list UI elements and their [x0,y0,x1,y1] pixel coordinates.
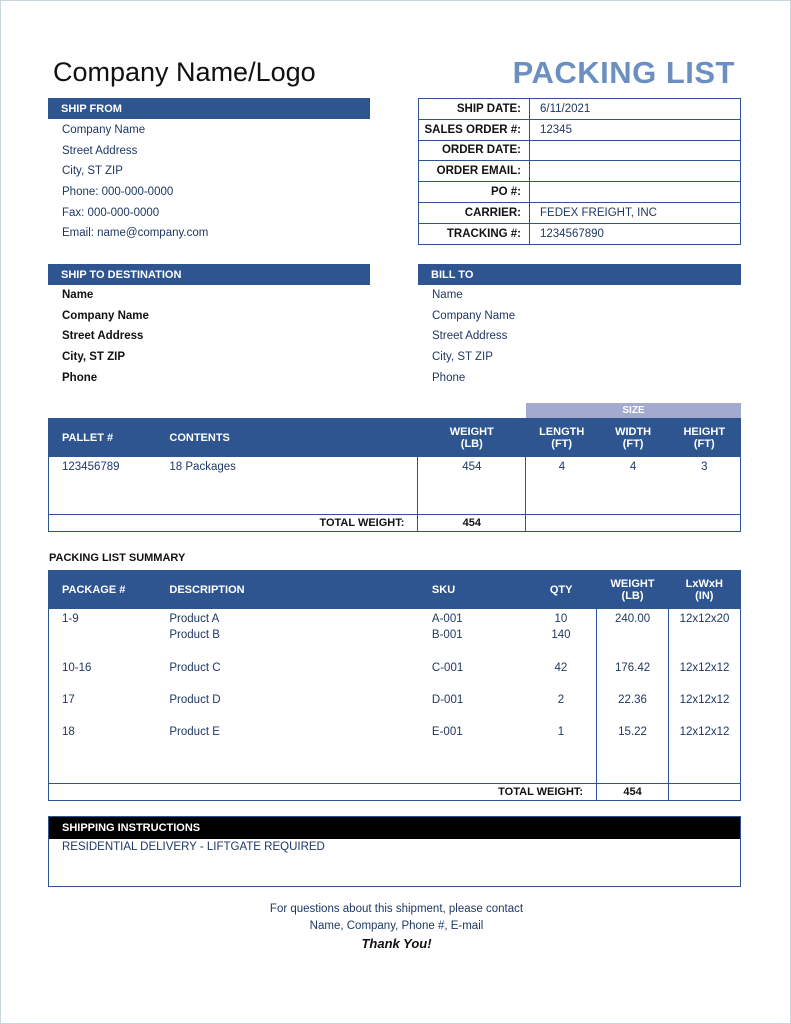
pallet-total-row [49,515,741,532]
po-label: PO #: [419,182,530,203]
sales-order-label: SALES ORDER #: [419,119,530,140]
ship-from-line: Street Address [62,144,138,157]
ship-from-block [62,120,208,244]
height-col-unit: (FT) [693,437,715,450]
pallet-header-row [49,419,741,457]
order-info-row [419,161,741,182]
sku-column [418,609,526,784]
order-info-table [418,98,741,245]
order-info-row [419,182,741,203]
po-value [530,182,741,203]
package-dims: 12x12x12 [679,725,730,738]
sales-order-value: 12345 [530,119,741,140]
contents-col-header: CONTENTS [155,419,418,457]
order-info-row [419,140,741,161]
item-description: Product B [169,628,220,641]
ship-to-header: SHIP TO DESTINATION [48,264,370,285]
item-qty: 42 [554,661,568,674]
item-sku: E-001 [431,725,463,738]
description-col-header: DESCRIPTION [155,571,418,609]
ship-to-line: Company Name [62,309,149,322]
pallet-table [48,418,741,532]
summary-body-row [49,609,741,784]
order-info-row [419,202,741,223]
ship-to-line: City, ST ZIP [62,351,126,364]
ship-from-line: City, ST ZIP [62,165,123,178]
package-number: 1-9 [62,612,79,625]
weight-col-label: WEIGHT [449,425,494,438]
pallet-weight: 454 [418,457,526,515]
bill-to-block [432,285,515,388]
package-weight: 240.00 [614,612,651,625]
item-sku: C-001 [431,661,464,674]
summary-weight-column [597,609,669,784]
pallet-total-empty [526,515,741,532]
item-description: Product D [169,693,221,706]
ship-from-line: Company Name [62,124,146,136]
package-number: 17 [62,693,75,706]
order-info-row [419,223,741,244]
dims-col-header [669,571,741,609]
bill-to-line: Phone [432,371,466,384]
order-email-value [530,161,741,182]
length-col-label: LENGTH [539,425,585,438]
package-weight: 15.22 [618,725,647,738]
summary-weight-col-unit: (LB) [621,589,644,602]
ship-to-block [62,285,149,388]
tracking-value: 1234567890 [540,227,604,240]
bill-to-header: BILL TO [418,264,741,285]
package-col-header: PACKAGE # [49,571,156,609]
ship-date-label: SHIP DATE: [419,99,530,120]
summary-total-label: TOTAL WEIGHT: [49,784,597,801]
ship-date-value: 6/11/2021 [530,99,741,120]
qty-col-header: QTY [526,571,597,609]
package-dims: 12x12x12 [679,693,730,706]
document-title: PACKING LIST [512,55,735,90]
item-qty: 2 [557,693,565,706]
dims-col-label: LxWxH [685,577,723,590]
ship-from-line: Email: name@company.com [62,227,209,240]
item-description: Product E [169,725,220,738]
item-qty: 1 [557,725,565,738]
pallet-width: 4 [629,460,637,473]
ship-from-line: Phone: 000-000-0000 [62,186,174,199]
ship-to-line: Phone [62,371,98,384]
package-column [49,609,156,784]
package-weight: 22.36 [618,693,647,706]
summary-total-empty [669,784,741,801]
package-number: 10-16 [62,661,92,674]
height-col-header [669,419,741,457]
size-group-header: SIZE [526,403,741,418]
ship-to-line: Street Address [62,330,144,343]
width-col-header [598,419,669,457]
order-email-label: ORDER EMAIL: [419,161,530,182]
pallet-length: 4 [558,460,566,473]
carrier-value: FEDEX FREIGHT, INC [530,202,741,223]
shipping-instructions-text: RESIDENTIAL DELIVERY - LIFTGATE REQUIRED [62,841,325,853]
footer-contact-line: For questions about this shipment, please contact [269,903,524,915]
package-weight: 176.42 [614,661,651,674]
qty-column [526,609,597,784]
shipping-instructions-box [48,816,741,887]
summary-weight-col-label: WEIGHT [610,577,655,590]
bill-to-line: City, ST ZIP [432,351,493,364]
summary-table [48,570,741,801]
pallet-height: 3 [701,460,708,473]
bill-to-line: Street Address [432,330,508,343]
sku-col-header: SKU [418,571,526,609]
description-column [155,609,418,784]
item-sku: D-001 [431,693,464,706]
item-qty: 10 [554,612,568,625]
package-dims: 12x12x12 [679,661,730,674]
bill-to-line: Company Name [432,309,516,322]
summary-header-row [49,571,741,609]
tracking-label: TRACKING #: [419,223,530,244]
ship-to-line: Name [62,289,94,301]
order-date-value [530,140,741,161]
item-qty: 140 [551,628,571,641]
bill-to-line: Name [432,289,463,301]
carrier-label: CARRIER: [419,202,530,223]
footer-contact-details: Name, Company, Phone #, E-mail [309,920,484,932]
summary-title: PACKING LIST SUMMARY [49,552,186,564]
dims-column [669,609,741,784]
company-name-logo: Company Name/Logo [53,57,316,87]
height-col-label: HEIGHT [683,425,726,438]
width-col-unit: (FT) [622,437,644,450]
length-col-unit: (FT) [551,437,573,450]
summary-total-row [49,784,741,801]
item-sku: B-001 [431,628,463,641]
item-description: Product C [169,661,221,674]
order-info-row [419,99,741,120]
summary-total-value: 454 [597,784,669,801]
ship-from-header: SHIP FROM [48,98,370,119]
package-number: 18 [62,725,75,738]
package-dims: 12x12x20 [679,612,730,625]
pallet-col-header: PALLET # [49,419,156,457]
weight-col-unit: (LB) [460,437,483,450]
item-description: Product A [169,612,220,625]
item-sku: A-001 [431,612,463,625]
weight-col-header [418,419,526,457]
summary-weight-col-header [597,571,669,609]
footer-thank-you: Thank You! [361,936,432,951]
pallet-total-value: 454 [418,515,526,532]
dims-col-unit: (IN) [695,589,714,602]
width-col-label: WIDTH [615,425,652,438]
pallet-contents: 18 Packages [155,457,418,515]
shipping-instructions-header: SHIPPING INSTRUCTIONS [49,817,740,839]
pallet-number: 123456789 [62,460,120,473]
ship-from-line: Fax: 000-000-0000 [62,206,160,219]
table-row [49,457,741,515]
length-col-header [526,419,598,457]
pallet-total-label: TOTAL WEIGHT: [49,515,418,532]
order-date-label: ORDER DATE: [419,140,530,161]
order-info-row [419,119,741,140]
